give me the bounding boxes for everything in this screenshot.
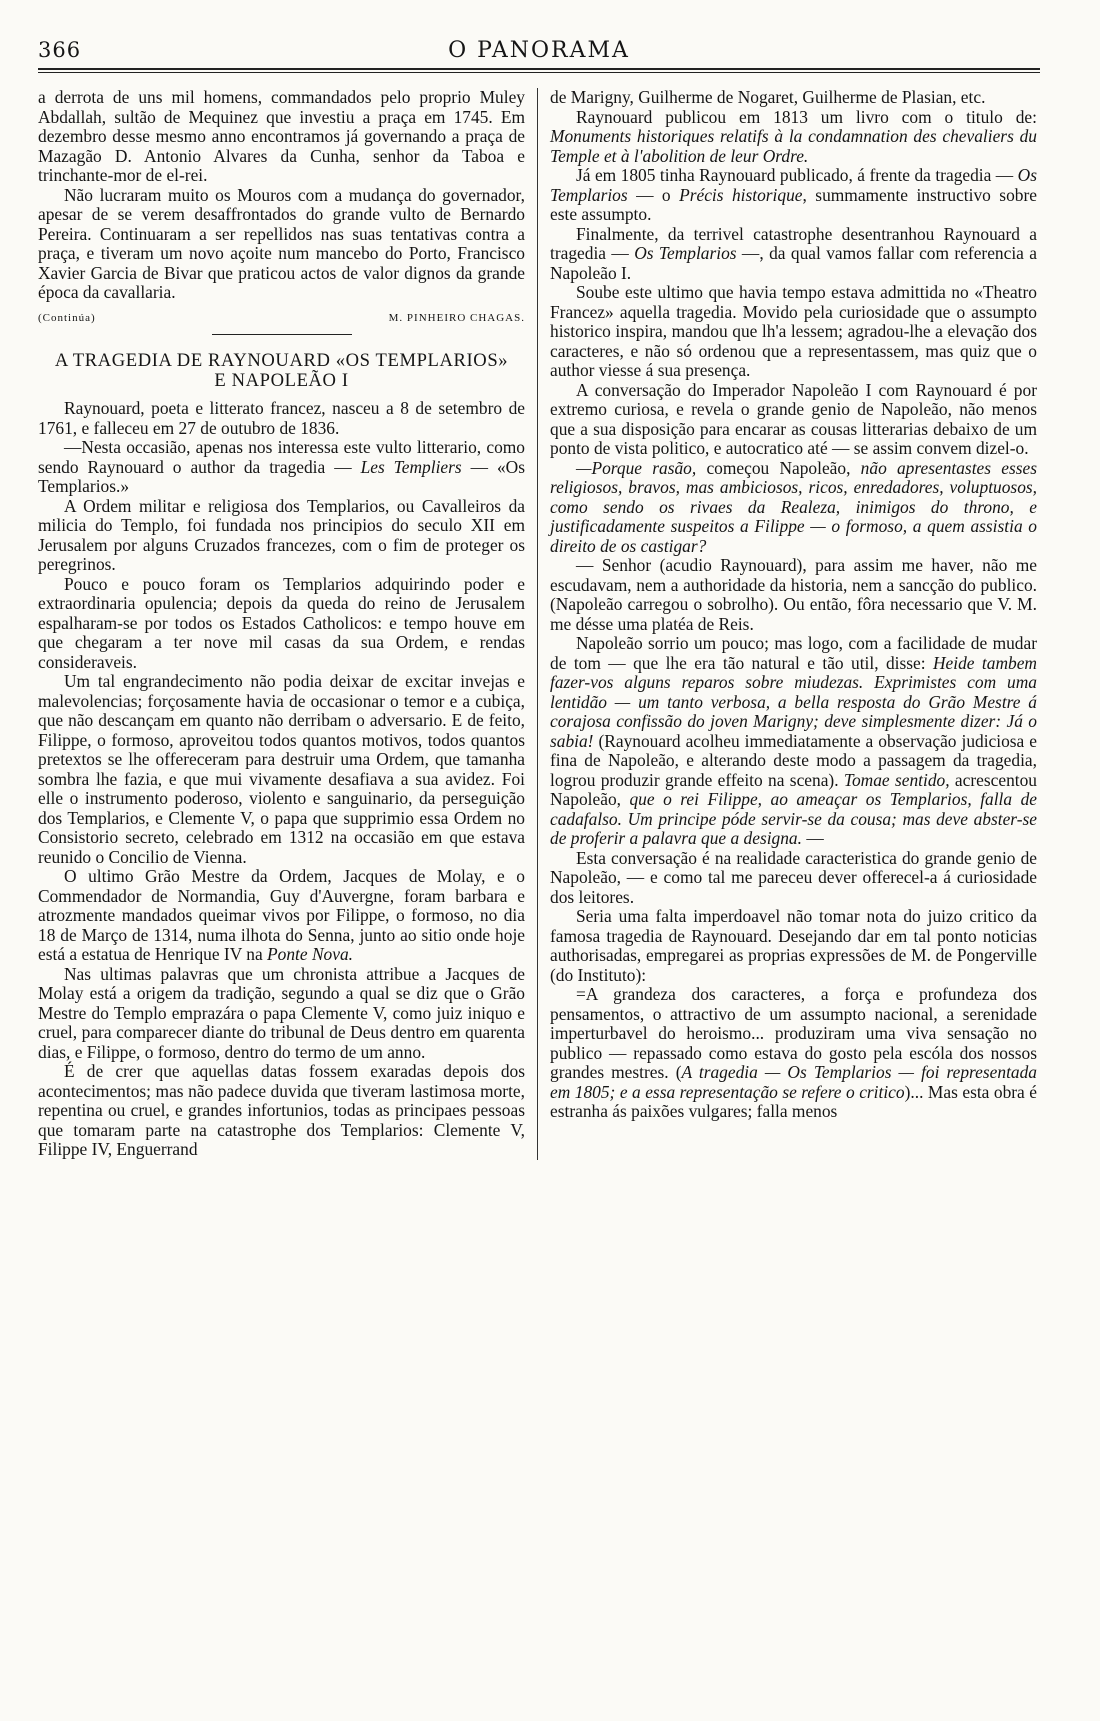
paragraph	[550, 108, 1037, 167]
paragraph: Raynouard, poeta e litterato francez, nasceu a 8 de setembro de 1761, e falleceu em 27 de outubro de 1836.	[38, 398, 525, 438]
paragraph: Seria uma falta imperdoavel não tomar nota do juizo critico da famosa tragedia de Raynouard. Desejando dar em tal ponto noticias authorisadas, empregarei as proprias expressões de M. de Pongerville (do Instituto):	[550, 906, 1037, 985]
italic-title: Os Templarios	[634, 243, 737, 263]
italic-text: A tragedia — Os Templarios — foi representada em 1805; e a essa representação se refere o critico	[550, 1062, 1037, 1102]
paragraph: Um tal engrandecimento não podia deixar de excitar invejas e malevolencias; forçosamente havia de occasionar o temor e a cubiça, que não descançam em quanto não derribam o adversario. E de feito, Filippe, o formoso, aproveitou todos quantos motivos, todos quantos pretextos se lhe offereceram para destruir uma Ordem, que tamanha sombra lhe fazia, e que mui vivamente desafiava a sua avidez. Foi elle o instrumento poderoso, violento e sanguinario, da perseguição dos Templarios, e Clemente V, o papa que supprimio essa Ordem no Consistorio secreto, celebrado em 1312 na occasião em que estava reunido o Concilio de Vienna.	[38, 671, 525, 867]
text-run: Napoleão sorrio um pouco; mas logo, com a facilidade de mudar de tom — que lhe era tão natural e tão util, disse:	[550, 633, 1037, 673]
italic-text: não apresentastes esses religiosos, bravos, mas ambiciosos, ricos, enredadores, voluptuosos, como sendo os rivaes da Realeza, inimigos do throno, e justificadamente suspeitos a Filippe — o formoso, a quem assistia o direito de os castigar?	[550, 457, 1037, 556]
paragraph: a derrota de uns mil homens, commandados pelo proprio Muley Abdallah, sultão de Mequinez que investiu a praça em 1745. Em dezembro desse mesmo anno encontramos já governando a praça de Mazagão D. Antonio Alvares da Cunha, senhor da Taboa e trinchante-mor de el-rei.	[38, 87, 525, 185]
right-column	[550, 88, 1037, 1160]
paragraph: — Senhor (acudio Raynouard), para assim me haver, não me escudavam, nem a authoridade da historia, nem a sancção do publico. (Napoleão carregou o sobrolho). Ou então, fôra necessario que V. M. me désse uma platéa de Reis.	[550, 555, 1037, 634]
text-run: começou Napoleão,	[696, 457, 861, 478]
text-run: (Raynouard acolheu immediatamente a observação judiciosa e fina de Napoleão, e alterando deste modo a passagem da tragedia, logrou produzir grande effeito na scena).	[550, 730, 1037, 790]
running-title: O PANORAMA	[448, 38, 630, 63]
paragraph: Não lucraram muito os Mouros com a mudança do governador, apesar de se verem desaffrontados do grande vulto de Bernardo Pereira. Continuaram a ser repellidos nas suas tentativas contra a praça, e tiveram um novo açoite num mancebo do Porto, Francisco Xavier Garcia de Bivar que praticou actos de valor dignos da grande época da cavallaria.	[38, 184, 525, 302]
paragraph: de Marigny, Guilherme de Nogaret, Guilherme de Plasian, etc.	[550, 87, 986, 107]
text-run: — «Os Templarios.»	[38, 456, 525, 496]
paragraph: Nas ultimas palavras que um chronista attribue a Jacques de Molay está a origem da tradição, segundo a qual se diz que o Grão Mestre do Templo emprazára o papa Clemente V, como juiz iniquo e cruel, para comparecer diante do tribunal de Deus dentro em quarenta dias, e Filippe, o formoso, dentro do termo de um anno.	[38, 963, 525, 1062]
text-run: Já em 1805 tinha Raynouard publicado, á frente da tragedia —	[576, 165, 1018, 185]
paragraph	[550, 634, 1037, 849]
italic-text: que o rei Filippe, ao ameaçar os Templarios, falla de cadafalso. Um principe póde servir-se da cousa; mas deve abster-se de proferir a palavra que a designa.	[550, 789, 1037, 848]
text-run: O ultimo Grão Mestre da Ordem, Jacques de Molay, e o Commendador de Normandia, Guy d'Auvergne, foram barbara e atrozmente mandados queimar vivos por Filippe, o formoso, no dia 18 de Março de 1314, numa ilhota do Senna, junto ao sitio onde hoje está a estatua de Henrique IV na	[38, 866, 525, 964]
section-divider	[212, 334, 352, 335]
italic-title: Précis historique	[679, 184, 803, 205]
continua-note: (Continúa)	[38, 311, 96, 324]
paragraph	[550, 166, 1037, 225]
paragraph	[38, 438, 525, 497]
text-run: =A grandeza dos caracteres, a força e profundeza dos pensamentos, o attractivo de um assumpto nacional, a serenidade imperturbavel do heroismo... produziram uma viva sensação no publico — repassado como estava do gosto pela escóla dos nossos grandes mestres. (	[550, 984, 1037, 1082]
italic-text: —Porque rasão,	[576, 457, 697, 478]
column-rule	[537, 88, 538, 1160]
italic-title: Les Templiers	[360, 456, 462, 477]
article-title-line-2: E NAPOLEÃO I	[214, 370, 349, 391]
left-column	[38, 88, 525, 1160]
columns	[38, 88, 1040, 1160]
paragraph: Pouco e pouco foram os Templarios adquirindo poder e extraordinaria opulencia; depois da queda do reino de Jerusalem espalharam-se por todos os Estados Catholicos: e tempo houve em que chegaram a ter nove mil casas da sua Ordem, e rendas consideraveis.	[38, 573, 525, 672]
paragraph	[550, 459, 1037, 557]
text-run: — o	[627, 184, 680, 205]
page-header	[38, 38, 1040, 70]
text-run: Finalmente, da terrivel catastrophe desentranhou Raynouard a tragedia —	[550, 223, 1037, 263]
text-run: Raynouard publicou em 1813 um livro com o titulo de:	[576, 106, 1037, 127]
italic-title: Os Templarios	[550, 165, 1037, 205]
text-run: —	[801, 828, 824, 848]
paragraph	[550, 985, 1037, 1122]
text-run: )... Mas esta obra é estranha ás paixões vulgares; falla menos	[550, 1081, 1037, 1121]
paragraph: É de crer que aquellas datas fossem exaradas depois dos acontecimentos; mas não padece duvida que tiveram lastimosa morte, repentina ou cruel, e grandes infortunios, todas as principaes pessoas que tomaram parte na catastrophe dos Templarios: Clemente V, Filippe IV, Enguerrand	[38, 1061, 525, 1159]
text-run: , summamente instructivo sobre este assumpto.	[550, 184, 1037, 224]
text-run: acrescentou Napoleão,	[550, 769, 1037, 809]
paragraph: A Ordem militar e religiosa dos Templarios, ou Cavalleiros da milicia do Templo, foi fundada nos principios do seculo XII em Jerusalem por alguns Cruzados francezes, com o fim de proteger os peregrinos.	[38, 495, 525, 574]
text-run: —, da qual vamos fallar com referencia a Napoleão I.	[550, 243, 1038, 283]
paragraph: Esta conversação é na realidade caracteristica do grande genio de Napoleão, — e como tal me pareceu dever offerecel-a á curiosidade dos leitores.	[550, 847, 1037, 907]
byline	[38, 309, 525, 329]
italic-text: Tomae sentido,	[843, 769, 950, 790]
italic-text: Ponte Nova.	[267, 944, 354, 964]
paragraph	[550, 225, 1037, 284]
italic-text: Heide tambem fazer-vos alguns reparos sobre miudezas. Exprimistes com uma lentidão — um tanto verbosa, a bella resposta do Grão Mestre á corajosa confissão do joven Marigny; deve simplesmente dizer: Já o sabia!	[550, 652, 1037, 751]
author-name: M. PINHEIRO CHAGAS.	[388, 311, 525, 324]
paragraph: A conversação do Imperador Napoleão I com Raynouard é por extremo curiosa, e revela o grande genio de Napoleão, não menos que a sua disposição para encarar as cousas litterarias debaixo de um ponto de vista politico, e autocratico até — se assim convem dizel-o.	[550, 379, 1037, 458]
article-title-line-1: A TRAGEDIA DE RAYNOUARD «OS TEMPLARIOS»	[54, 350, 509, 371]
page-number: 366	[38, 38, 82, 62]
paragraph: Soube este ultimo que havia tempo estava admittida no «Theatro Francez» aquella tragedia. Movido pela curiosidade que o assumpto historico inspira, mandou que lh'a lessem; agradou-lhe a elevação dos caracteres, e não só ordenou que a representassem, mas quiz que o author viesse á sua presença.	[550, 282, 1037, 380]
article-title	[38, 351, 525, 391]
paragraph	[38, 867, 525, 965]
italic-title: Monuments historiques relatifs à la condamnation des chevaliers du Temple et à l'abolition de leur Ordre.	[550, 126, 1037, 166]
text-run: —Nesta occasião, apenas nos interessa este vulto litterario, como sendo Raynouard o author da tragedia —	[38, 437, 525, 477]
